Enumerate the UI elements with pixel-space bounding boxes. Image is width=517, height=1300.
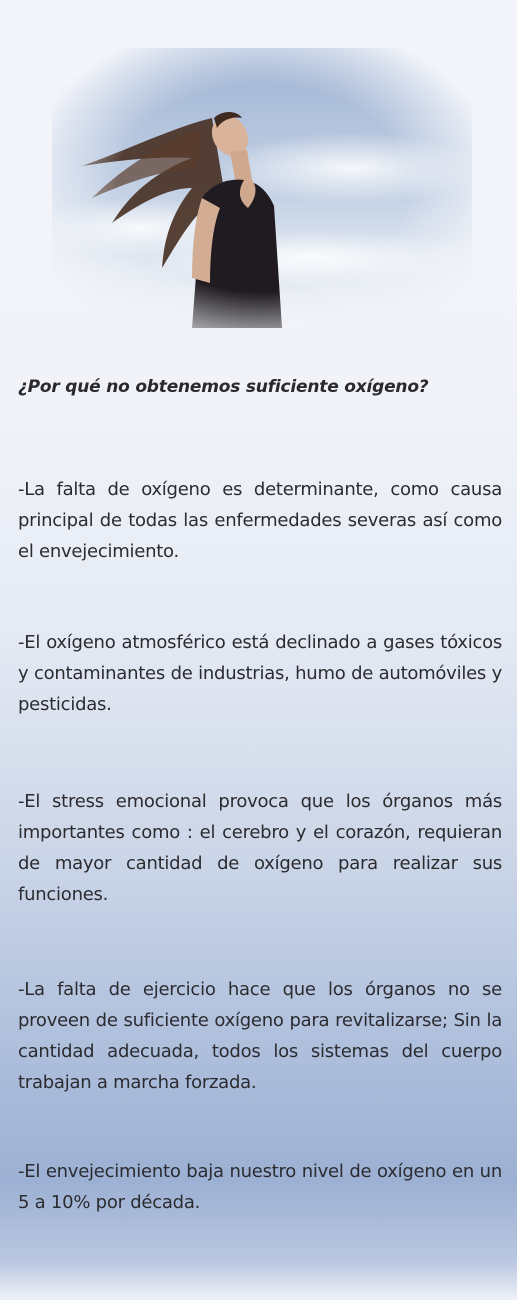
section-heading: ¿Por qué no obtenemos suficiente oxígeno?	[18, 377, 429, 397]
woman-breathing-photo	[52, 48, 472, 328]
paragraph-oxygen-deficiency: -La falta de oxígeno es determinante, como causa principal de todas las enfermedades severas así como el envejecimiento.	[18, 479, 502, 562]
paragraph-emotional-stress: -El stress emocional provoca que los órganos más importantes como : el cerebro y el corazón, requieran de mayor cantidad de oxígeno para realizar sus funciones.	[18, 791, 502, 905]
paragraph-atmospheric-oxygen: -El oxígeno atmosférico está declinado a gases tóxicos y contaminantes de industrias, humo de automóviles y pesticidas.	[18, 632, 502, 715]
paragraph-aging: -El envejecimiento baja nuestro nivel de oxígeno en un 5 a 10% por década.	[18, 1161, 502, 1213]
paragraph-lack-of-exercise: -La falta de ejercicio hace que los órganos no se proveen de suficiente oxígeno para revitalizarse; Sin la cantidad adecuada, todos los sistemas del cuerpo trabajan a marcha forzada.	[18, 979, 502, 1093]
